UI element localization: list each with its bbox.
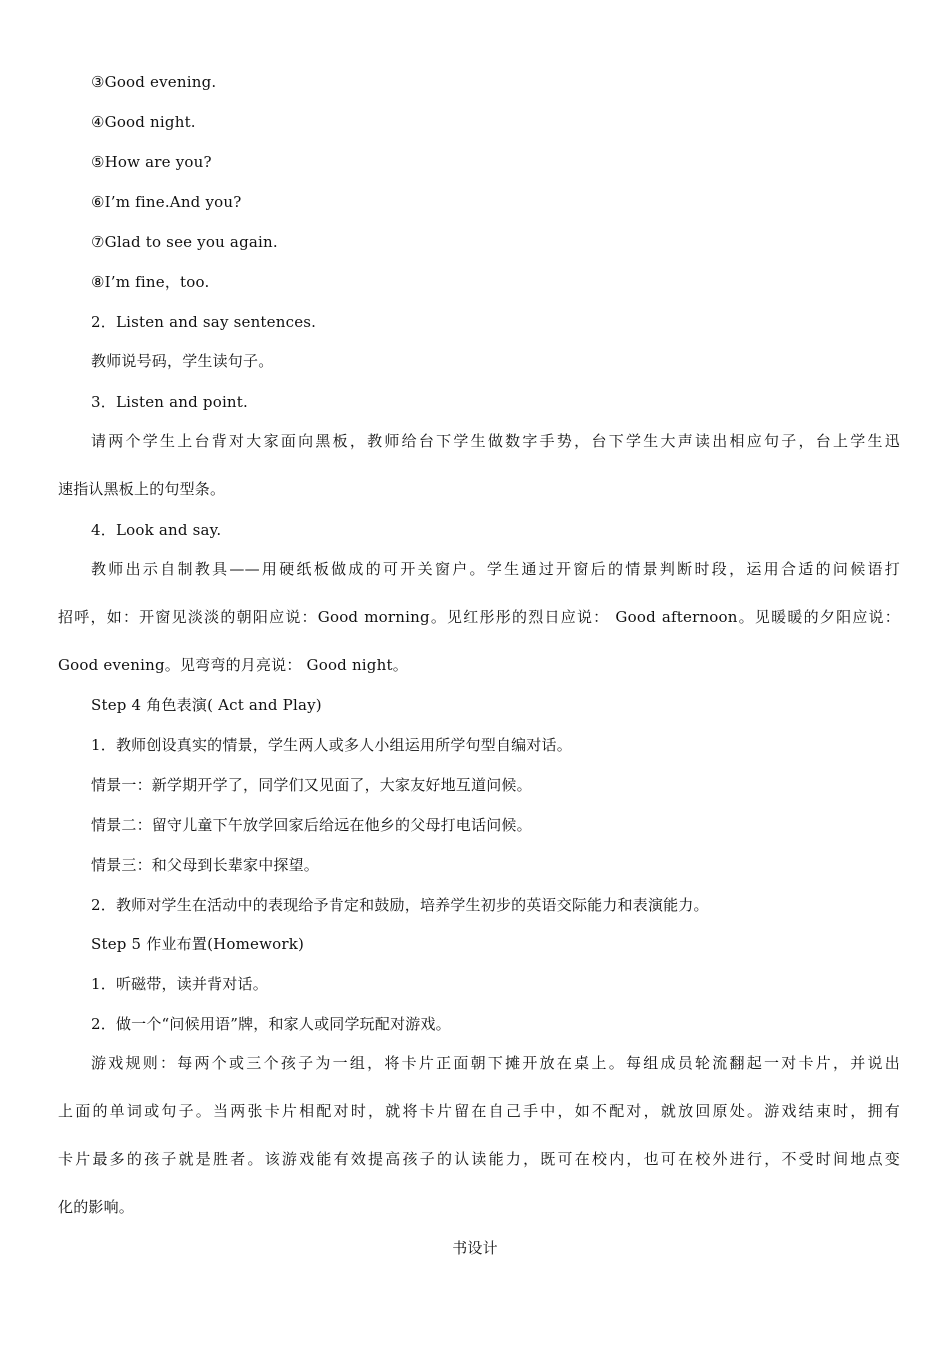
activity-heading-listen-point: 3．Listen and point. [91,393,248,411]
paragraph-line: 请两个学生上台背对大家面向黑板，教师给台下学生做数字手势，台下学生大声读出相应句子，台上学生迅 [91,432,900,450]
greeting-item-3: ③Good evening. [91,73,217,91]
scenario-1: 情景一：新学期开学了，同学们又见面了，大家友好地互道问候。 [91,776,532,794]
paragraph-line: 教师出示自制教具——用硬纸板做成的可开关窗户。学生通过开窗后的情景判断时段，运用合适的问候语打 [91,560,900,578]
paragraph-line: 招呼，如：开窗见淡淡的朝阳应说：Good morning。见红彤彤的烈日应说： Good afternoon。见暖暖的夕阳应说： [58,608,900,626]
greeting-item-6: ⑥I’m fine.And you? [91,193,242,211]
activity-heading-listen-say: 2．Listen and say sentences. [91,313,317,331]
paragraph-line: Good evening。见弯弯的月亮说： Good night。 [58,656,408,674]
paragraph-line: 2．教师对学生在活动中的表现给予肯定和鼓励，培养学生初步的英语交际能力和表演能力。 [91,896,709,914]
scenario-3: 情景三：和父母到长辈家中探望。 [91,856,320,874]
homework-item-1: 1．听磁带，读并背对话。 [91,975,268,993]
greeting-item-8: ⑧I’m fine，too. [91,273,210,291]
paragraph-line: 上面的单词或句子。当两张卡片相配对时，就将卡片留在自己手中，如不配对，就放回原处。游戏结束时，拥有 [58,1102,900,1120]
paragraph-line: 教师说号码，学生读句子。 [91,352,274,370]
paragraph-line: 卡片最多的孩子就是胜者。该游戏能有效提高孩子的认读能力，既可在校内，也可在校外进行，不受时间地点变 [58,1150,900,1168]
paragraph-line: 化的影响。 [58,1198,135,1216]
paragraph-line: 1．教师创设真实的情景，学生两人或多人小组运用所学句型自编对话。 [91,736,572,754]
greeting-item-7: ⑦Glad to see you again. [91,233,278,251]
scenario-2: 情景二：留守儿童下午放学回家后给远在他乡的父母打电话问候。 [91,816,532,834]
greeting-item-5: ⑤How are you? [91,153,212,171]
greeting-item-4: ④Good night. [91,113,196,131]
section-title: 书设计 [452,1239,498,1257]
step-4-heading: Step 4 角色表演( Act and Play) [91,696,322,714]
activity-heading-look-say: 4．Look and say. [91,521,222,539]
step-5-heading: Step 5 作业布置(Homework) [91,935,305,953]
paragraph-line: 游戏规则：每两个或三个孩子为一组，将卡片正面朝下摊开放在桌上。每组成员轮流翻起一对卡片，并说出 [91,1054,900,1072]
paragraph-line: 速指认黑板上的句型条。 [58,480,226,498]
homework-item-2: 2．做一个“问候用语”牌，和家人或同学玩配对游戏。 [91,1015,451,1033]
